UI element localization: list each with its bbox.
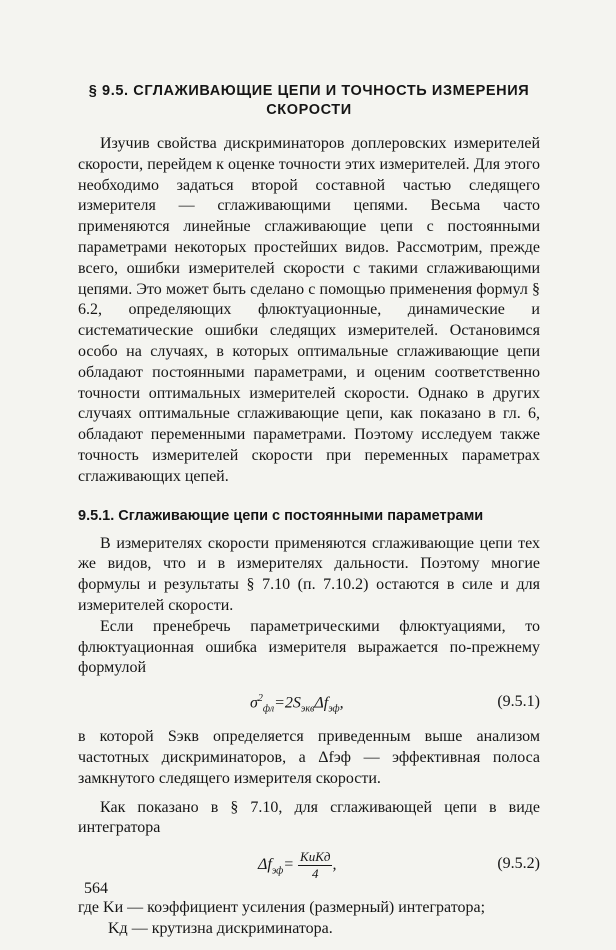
equation-9-5-1 xyxy=(78,685,540,721)
paragraph-fluctuation-error: Если пренебречь параметрическими флюктуациями, то флюктуационная ошибка измерителя выражается по-прежнему формулой xyxy=(78,617,540,677)
definitions xyxy=(78,897,540,939)
equation-formula xyxy=(258,849,336,882)
paragraph-integrator: Как показано в § 7.10, для сглаживающей цепи в виде интегратора xyxy=(78,798,540,837)
definition-line-2: Kд — крутизна дискриминатора. xyxy=(108,920,333,938)
eq-rhs-sub2: эф xyxy=(328,703,340,715)
paragraph-equivalent-density: в которой Sэкв определяется приведенным выше анализом частотных дискриминаторов, а Δfэф — эффективная полоса замкнутого следящего измерителя скорости. xyxy=(78,728,540,787)
eq-sigma: σ xyxy=(250,694,258,712)
eq2-tail: , xyxy=(332,856,337,874)
eq2-numerator: KиKд xyxy=(300,849,331,865)
section-title-line2: СКОРОСТИ xyxy=(266,102,352,118)
section-title-line1: § 9.5. СГЛАЖИВАЮЩИЕ ЦЕПИ И ТОЧНОСТЬ ИЗМЕРЕНИЯ xyxy=(88,83,530,99)
eq-delta: Δf xyxy=(314,694,329,712)
paragraph-intro: Изучив свойства дискриминаторов доплеровских измерителей скорости, перейдем к оценке точности этих измерителей. Для этого необходимо задаться второй составной частью следящего измерителя — сглаживающими цепями. Весьма часто применяются линейные сглаживающие цепи с постоянными параметрами некоторых простейших видов. Рассмотрим, прежде всего, ошибки измерителей скорости с такими сглаживающими цепями. Это может быть сделано с помощью применения формул § 6.2, определяющих флюктуационные, динамические и систематические ошибки следящих измерителей. Остановимся особо на случаях, в которых оптимальные сглаживающие цепи обладают постоянными параметрами, и оценим соответственно точности оптимальных измерителей скорости. Однако в других случаях оптимальные сглаживающие цепи, как показано в гл. 6, обладают переменными параметрами. Поэтому исследуем также точность измерителей скорости при переменных параметрах сглаживающих цепей. xyxy=(78,135,540,485)
eq-rhs-sub1: экв xyxy=(300,703,315,715)
section-title xyxy=(78,82,540,120)
eq2-lhs: Δf xyxy=(258,856,272,874)
equation-9-5-2 xyxy=(78,845,540,891)
eq-tail: , xyxy=(339,694,344,712)
subsection-heading: 9.5.1. Сглаживающие цепи с постоянными параметрами xyxy=(78,507,484,524)
eq2-fraction xyxy=(298,849,332,882)
eq2-lhs-sub: эф xyxy=(271,865,284,877)
page-number: 564 xyxy=(84,880,108,897)
equation-number: (9.5.2) xyxy=(497,855,540,873)
eq2-equals: = xyxy=(283,856,295,874)
eq-rhs: =2S xyxy=(274,694,301,712)
equation-formula xyxy=(250,693,344,715)
eq-sub: фл xyxy=(262,703,275,715)
eq-sup: 2 xyxy=(257,693,263,705)
equation-number: (9.5.1) xyxy=(497,693,540,711)
page-content xyxy=(78,82,540,939)
definition-line-1: где Kи — коэффициент усиления (размерный) интегратора; xyxy=(78,899,486,917)
paragraph-smoothing-circuits: В измерителях скорости применяются сглаживающие цепи тех же видов, что и в измерителях дальности. Поэтому многие формулы и результаты § 7.10 (п. 7.10.2) остаются в силе и для измерителей скорости. xyxy=(78,534,540,614)
eq2-denominator: 4 xyxy=(311,866,319,882)
